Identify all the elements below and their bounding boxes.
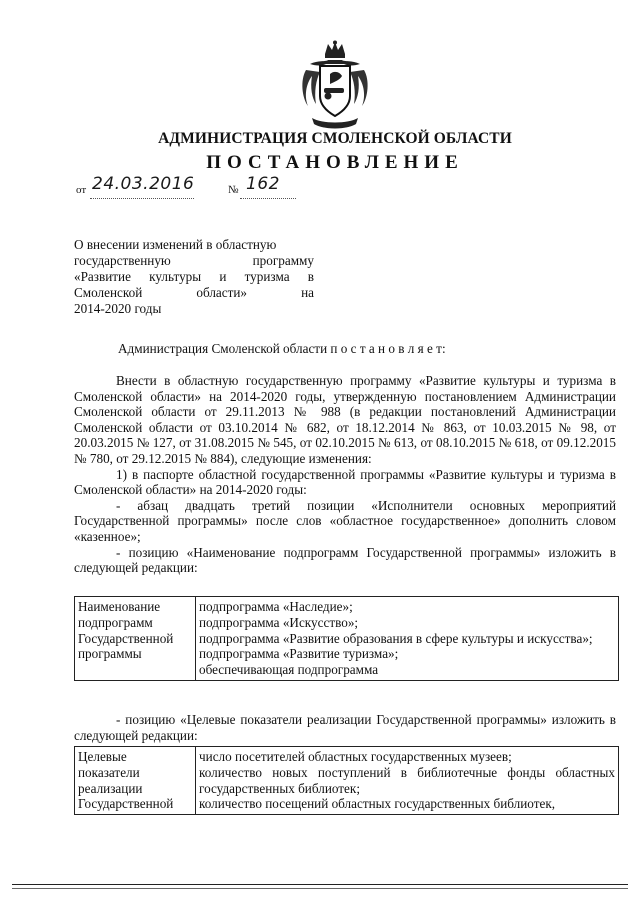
list-item: количество новых поступлений в библиотечные фонды областных государственных библиотек;	[199, 764, 615, 796]
list-item: подпрограмма «Развитие образования в сфере культуры и искусства»;	[199, 630, 593, 646]
list-item: подпрограмма «Развитие туризма»;	[199, 646, 399, 662]
table-row	[75, 747, 619, 815]
body-paragraph: - позицию «Целевые показатели реализации Государственной программы» изложить в следующей редакции:	[74, 712, 616, 743]
coat-of-arms-icon	[298, 40, 372, 132]
label-line: Государственной	[78, 796, 174, 812]
label-line: Целевые	[78, 749, 127, 764]
list-item: подпрограмма «Искусство»;	[199, 614, 359, 630]
subject-line: государственную программу	[74, 253, 314, 268]
document-body	[74, 373, 616, 576]
label-line: Государственной	[78, 630, 174, 646]
body-paragraph: 1) в паспорте областной государственной программы «Развитие культуры и туризма в Смоленской области» на 2014-2020 годы:	[74, 466, 616, 498]
document-type: ПОСТАНОВЛЕНИЕ	[206, 152, 464, 173]
date-underline	[90, 198, 194, 199]
label-line: показатели	[78, 764, 140, 780]
body-paragraph: - абзац двадцать третий позиции «Исполнители основных мероприятий Государственной программы» после слов «областное государственное» дополнить словом «казенное»;	[74, 497, 616, 544]
number-value: 162	[246, 174, 280, 194]
document-subject	[74, 237, 314, 317]
subject-line: Смоленской области» на	[74, 285, 314, 300]
list-item: подпрограмма «Наследие»;	[199, 599, 353, 614]
table-value-cell	[196, 597, 619, 681]
label-line: Наименование	[78, 599, 161, 614]
subprograms-table	[74, 596, 619, 681]
label-line: программы	[78, 646, 142, 662]
body-paragraph: - позицию «Наименование подпрограмм Государственной программы» изложить в следующей редакции:	[74, 544, 616, 576]
label-line: подпрограмм	[78, 614, 153, 630]
organization-name: АДМИНИСТРАЦИЯ СМОЛЕНСКОЙ ОБЛАСТИ	[158, 130, 512, 147]
number-label: №	[228, 184, 239, 196]
table-row	[75, 597, 619, 681]
number-underline	[240, 198, 296, 199]
date-label: от	[76, 184, 87, 196]
subject-line: О внесении изменений в областную	[74, 237, 277, 252]
preamble: Администрация Смоленской области п о с т а н о в л я е т:	[118, 341, 446, 356]
subject-line: «Развитие культуры и туризма в	[74, 269, 314, 284]
target-indicators-table	[74, 746, 619, 815]
subject-line: 2014-2020 годы	[74, 301, 162, 316]
date-value: 24.03.2016	[92, 174, 195, 194]
page-bottom-rule	[12, 884, 628, 885]
document-body-continued	[74, 712, 616, 743]
table-label-cell	[75, 747, 196, 815]
body-paragraph: Внести в областную государственную программу «Развитие культуры и туризма в Смоленской области» на 2014-2020 годы, утвержденную постановлением Администрации Смоленской области от 29.11.2013 № 988 (в редакции постановлений Администрации Смоленской области от 03.10.2014 № 682, от 18.12.2014 № 863, от 10.03.2015 № 98, от 20.03.2015 № 127, от 31.08.2015 № 545, от 02.10.2015 № 613, от 08.10.2015 № 618, от 09.12.2015 № 780, от 29.12.2015 № 884), следующие изменения:	[74, 373, 616, 466]
list-item: количество посещений областных государственных библиотек,	[199, 796, 556, 812]
page-bottom-rule-thin	[12, 888, 628, 889]
table-value-cell	[196, 747, 619, 815]
label-line: реализации	[78, 780, 143, 796]
list-item: обеспечивающая подпрограмма	[199, 662, 379, 678]
table-label-cell	[75, 597, 196, 681]
list-item: число посетителей областных государственных музеев;	[199, 749, 512, 764]
